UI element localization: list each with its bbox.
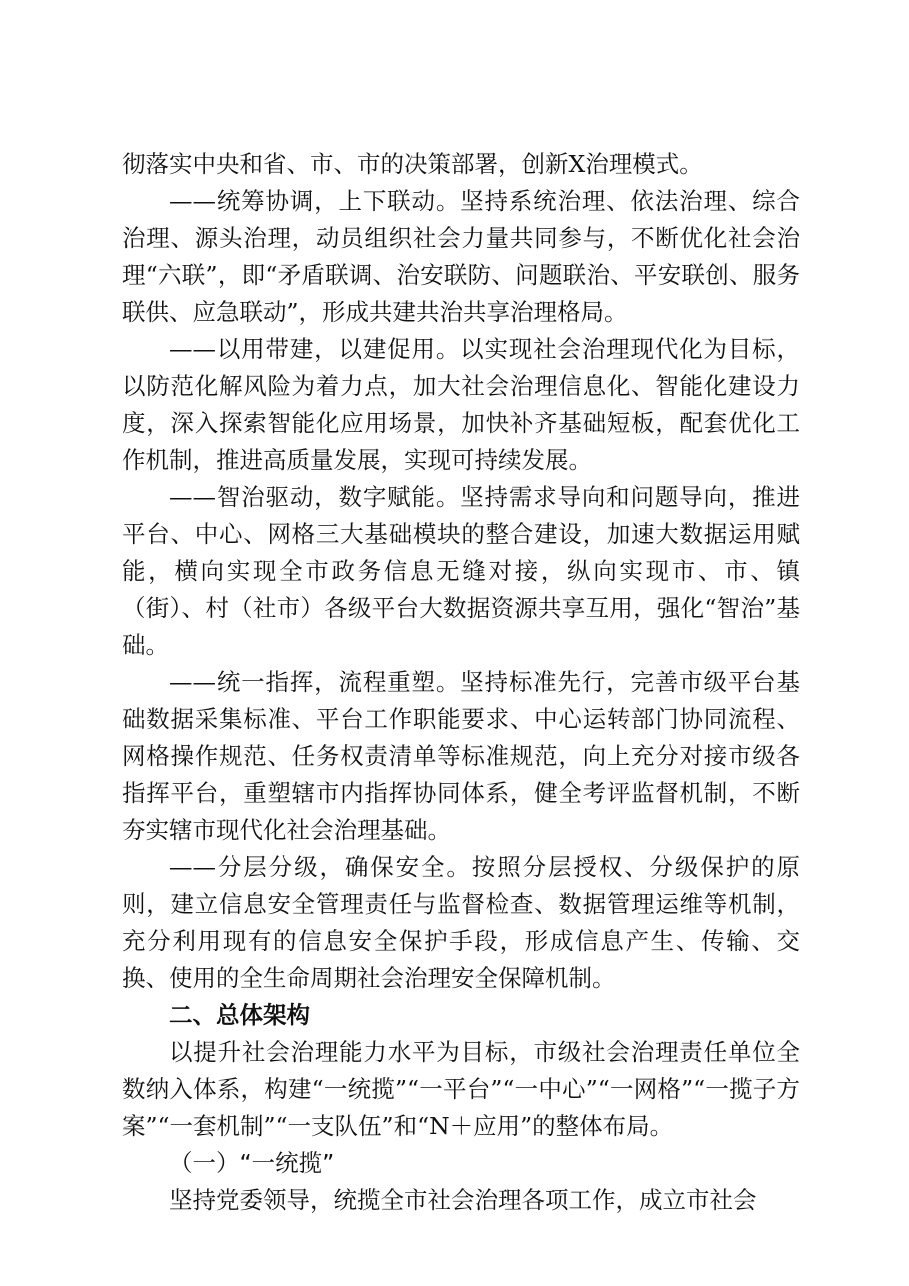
paragraph-security: ——分层分级，确保安全。按照分层授权、分级保护的原则，建立信息安全管理责任与监督检查、数据管理运维等机制，充分利用现有的信息安全保护手段，形成信息产生、传输、交换、使用的全生命周期社会治理安全保障机制。	[122, 853, 800, 992]
paragraph-continuation: 彻落实中央和省、市、市的决策部署，创新X治理模式。	[122, 150, 703, 178]
document-page	[122, 146, 800, 1219]
paragraph-coordination: ——统筹协调，上下联动。坚持系统治理、依法治理、综合治理、源头治理，动员组织社会力量共同参与，不断优化社会治理“六联”，即“矛盾联调、治安联防、问题联治、平安联创、服务联供、应急联动”，形成共建共治共享治理格局。	[122, 187, 800, 326]
paragraph-party-leadership: 坚持党委领导，统揽全市社会治理各项工作，成立市社会	[169, 1186, 757, 1214]
paragraph-command: ——统一指挥，流程重塑。坚持标准先行，完善市级平台基础数据采集标准、平台工作职能要求、中心运转部门协同流程、网格操作规范、任务权责清单等标准规范，向上充分对接市级各指挥平台，重塑辖市内指挥协同体系，健全考评监督机制，不断夯实辖市现代化社会治理基础。	[122, 668, 800, 844]
subsection-heading: （一）“一统揽”	[169, 1149, 335, 1177]
section-heading: 二、总体架构	[169, 1001, 310, 1029]
paragraph-digital: ——智治驱动，数字赋能。坚持需求导向和问题导向，推进平台、中心、网格三大基础模块的整合建设，加速大数据运用赋能，横向实现全市政务信息无缝对接，纵向实现市、市、镇（街）、村（社市）各级平台大数据资源共享互用，强化“智治”基础。	[122, 483, 800, 659]
paragraph-architecture: 以提升社会治理能力水平为目标，市级社会治理责任单位全数纳入体系，构建“一统揽”“一平台”“一中心”“一网格”“一揽子方案”“一套机制”“一支队伍”和“N＋应用”的整体布局。	[122, 1038, 800, 1140]
paragraph-application: ——以用带建，以建促用。以实现社会治理现代化为目标，以防范化解风险为着力点，加大社会治理信息化、智能化建设力度，深入探索智能化应用场景，加快补齐基础短板，配套优化工作机制，推进高质量发展，实现可持续发展。	[122, 335, 800, 474]
